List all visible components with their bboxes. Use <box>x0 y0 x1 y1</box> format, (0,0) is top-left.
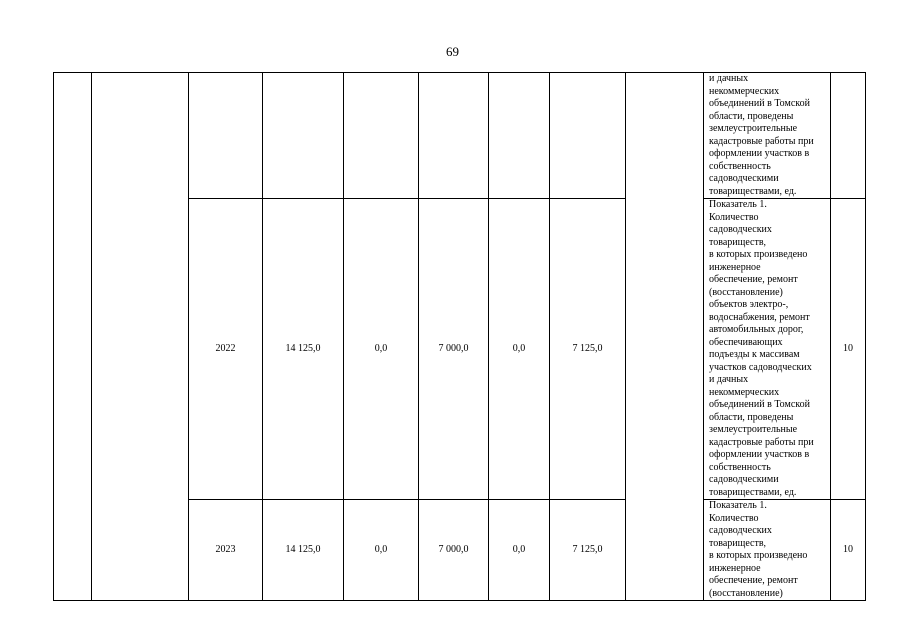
year-cell: 2023 <box>189 500 263 601</box>
total-cell: 14 125,0 <box>263 500 344 601</box>
regional-cell <box>419 73 489 199</box>
indicator-cell <box>704 73 831 199</box>
federal-cell: 0,0 <box>344 500 419 601</box>
local-cell: 0,0 <box>489 199 550 500</box>
other-cell <box>550 73 626 199</box>
indicator-text: и дачных некоммерческих объединений в Томской области, проведены землеустроительные кадастровые работы при оформлении участков в собственность садоводческими товариществами, ед. <box>709 73 814 197</box>
year-cell <box>189 73 263 199</box>
page-number: 69 <box>446 44 459 59</box>
number-cell <box>54 73 92 601</box>
name-cell <box>92 73 189 601</box>
federal-cell <box>344 73 419 199</box>
local-cell: 0,0 <box>489 500 550 601</box>
indicator-cell <box>704 199 831 500</box>
other-cell: 7 125,0 <box>550 500 626 601</box>
regional-cell: 7 000,0 <box>419 199 489 500</box>
indicator-value-cell <box>831 73 866 199</box>
total-cell <box>263 73 344 199</box>
indicator-value-cell: 10 <box>831 500 866 601</box>
table-row <box>54 73 866 199</box>
regional-cell: 7 000,0 <box>419 500 489 601</box>
executor-cell <box>626 73 704 601</box>
total-cell: 14 125,0 <box>263 199 344 500</box>
year-cell: 2022 <box>189 199 263 500</box>
other-cell: 7 125,0 <box>550 199 626 500</box>
indicator-value-cell: 10 <box>831 199 866 500</box>
indicator-text: Показатель 1. Количество садоводческих товариществ, в которых произведено инженерное обеспечение, ремонт (восстановление) объектов электро-, водоснабжения, ремонт автомобильных дорог, обеспечивающих подъезды к массивам участков садоводческих и дачных некоммерческих объединений в Томской области, проведены землеустроительные кадастровые работы при оформлении участков в собственность садоводческими товариществами, ед. <box>709 199 814 498</box>
indicator-cell <box>704 500 831 601</box>
program-table <box>53 72 866 601</box>
local-cell <box>489 73 550 199</box>
indicator-text: Показатель 1. Количество садоводческих товариществ, в которых произведено инженерное обеспечение, ремонт (восстановление) <box>709 500 808 599</box>
federal-cell: 0,0 <box>344 199 419 500</box>
